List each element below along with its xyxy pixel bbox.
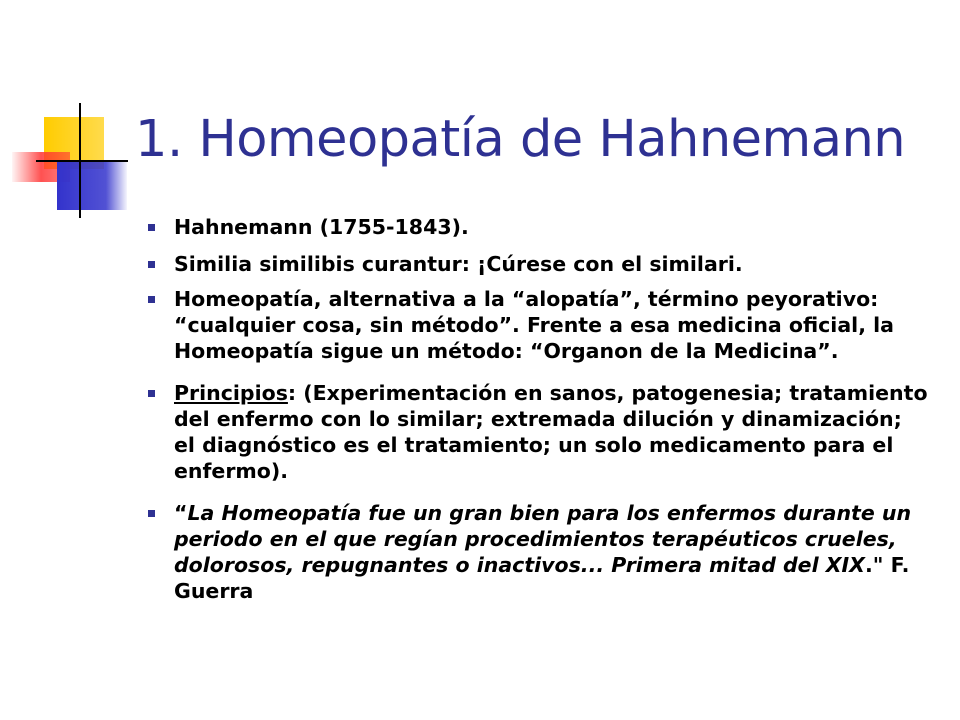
bullet-text: Similia similibis curantur: ¡Cúrese con el similari.	[174, 252, 743, 276]
bullet-item	[148, 286, 928, 364]
bullet-text: Homeopatía, alternativa a la “alopatía”, término peyorativo: “cualquier cosa, sin método”. Frente a esa medicina oficial, la Homeopatía sigue un método: “Organon de la Medicina”.	[174, 287, 894, 363]
bullet-item-quote	[148, 500, 928, 604]
principles-label: Principios	[174, 381, 288, 405]
square-bullet-icon	[148, 390, 155, 397]
bullet-list	[148, 214, 928, 616]
bullet-item	[148, 380, 928, 484]
square-bullet-icon	[148, 296, 155, 303]
bullet-text: : (Experimentación en sanos, patogenesia; tratamiento del enfermo con lo similar; extremada dilución y dinamización; el diagnóstico es el tratamiento; un solo medicamento para el enfermo).	[174, 381, 928, 483]
square-bullet-icon	[148, 224, 155, 231]
quote-open-mark: “	[174, 501, 188, 525]
quote-text: La Homeopatía fue un gran bien para los enfermos durante un periodo en el que regían procedimientos terapéuticos crueles, dolorosos, repugnantes o inactivos... Primera mitad del XIX	[174, 501, 912, 577]
square-bullet-icon	[148, 510, 155, 517]
square-bullet-icon	[148, 261, 155, 268]
bullet-text: Hahnemann (1755-1843).	[174, 215, 469, 239]
bullet-item	[148, 214, 928, 240]
slide-title: 1. Homeopatía de Hahnemann	[135, 110, 906, 169]
bullet-item	[148, 251, 928, 277]
quote-close-mark: ."	[864, 553, 884, 577]
template-logo-icon	[0, 0, 140, 230]
quote-author: F. Guerra	[174, 553, 910, 603]
